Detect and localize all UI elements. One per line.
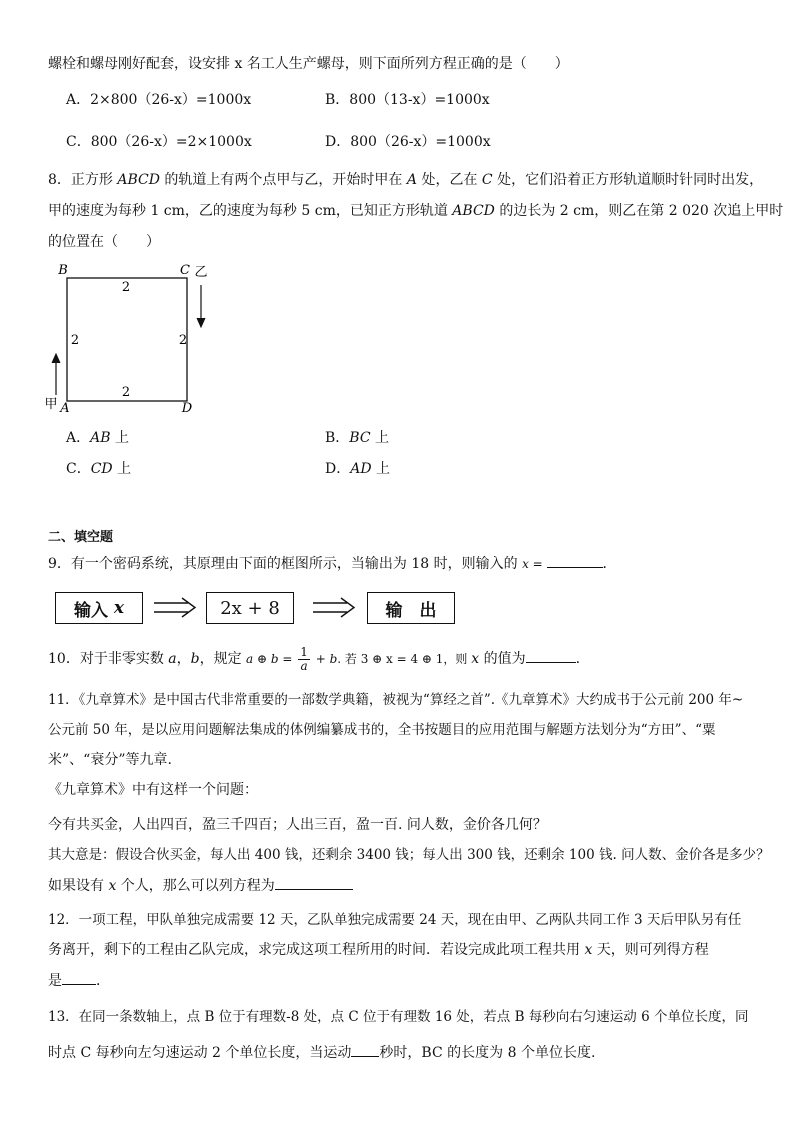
- option-label: B．: [325, 430, 350, 446]
- q12-text: 务离开，剩下的工程由乙队完成，求完成这项工程所用的时间．若设完成此项工程共用: [48, 942, 585, 958]
- q10-text: ，规定: [199, 651, 247, 667]
- option-text: 上: [112, 461, 132, 477]
- q8-text: 甲的速度为每秒 1 cm，乙的速度为每秒 5 cm，已知正方形轨道: [48, 203, 453, 219]
- q8-point-a: A: [406, 172, 417, 188]
- q7-option-b[interactable]: B．800（13-x）=1000x: [325, 92, 490, 108]
- q11-line-5: 今有共买金，人出四百，盈三千四百；人出三百，盈一百. 问人数，金价各几何？: [48, 817, 547, 833]
- flow-arrow-icon: [152, 596, 198, 620]
- q10-end: .: [575, 651, 581, 667]
- label-c: C: [180, 263, 190, 278]
- q10-var-b: b: [190, 651, 200, 667]
- segment: BC: [349, 430, 371, 446]
- section-title: 二、填空题: [48, 530, 114, 545]
- q8-point-c: C: [481, 172, 493, 188]
- arrow-up-icon: [52, 354, 60, 395]
- q11-line-4: 《九章算术》中有这样一个问题：: [48, 782, 258, 798]
- q11-line-3: 米”、“衰分”等九章.: [48, 752, 172, 768]
- answer-blank[interactable]: [547, 553, 603, 568]
- q12-line-1: 12．一项工程，甲队单独完成需要 12 天，乙队单独完成需要 24 天，现在由甲、乙两队共同工作 3 天后甲队另有任: [48, 912, 742, 928]
- q7-option-d[interactable]: D．800（26-x）=1000x: [325, 134, 491, 150]
- q8-line-2: [48, 201, 783, 221]
- option-label: A．: [66, 430, 91, 446]
- q8-option-b[interactable]: [325, 428, 389, 448]
- answer-blank[interactable]: [351, 1042, 379, 1057]
- fraction: [298, 646, 310, 673]
- option-text: 上: [370, 430, 390, 446]
- q12-end: ．: [96, 973, 110, 989]
- q8-abcd: ABCD: [452, 203, 495, 219]
- option-label: C．: [66, 461, 91, 477]
- q11-text: 个人，那么可以列方程为: [116, 878, 275, 894]
- q12-line-2: [48, 940, 709, 960]
- fraction-denominator: a: [300, 658, 308, 673]
- answer-blank[interactable]: [526, 648, 576, 663]
- q8-text: 的轨道上有两个点甲与乙，开始时甲在: [159, 172, 407, 188]
- label-a: A: [60, 401, 70, 416]
- q13-line-1: 13．在同一条数轴上，点 B 位于有理数-8 处，点 C 位于有理数 16 处，若点 B 每秒向右匀速运动 6 个单位长度，同: [48, 1009, 749, 1025]
- q12-var-x: x: [584, 942, 593, 958]
- square-abcd: [67, 278, 187, 401]
- flow-box-output: 输 出: [367, 592, 455, 624]
- segment: AD: [350, 461, 372, 477]
- q8-option-d[interactable]: [325, 459, 390, 479]
- q13-text: 时点 C 每秒向左匀速运动 2 个单位长度，当运动: [48, 1045, 352, 1061]
- q8-option-c[interactable]: [66, 459, 131, 479]
- flow-arrow-icon: [311, 596, 357, 620]
- q7-option-a[interactable]: A．2×800（26-x）=1000x: [66, 92, 252, 108]
- q12-text: 是: [48, 973, 62, 989]
- q8-text: 8．正方形: [48, 172, 118, 188]
- q10-text: 10．对于非零实数: [48, 651, 169, 667]
- q11-text: 如果设有: [48, 878, 109, 894]
- side-length-left: 2: [70, 333, 80, 348]
- option-label: D．: [325, 461, 351, 477]
- q10-var-a: a: [168, 651, 177, 667]
- q9-var: x: [522, 557, 529, 571]
- q10-stem: [48, 642, 580, 676]
- q12-text: 天，则可列得方程: [592, 942, 709, 958]
- q10-var-x: x: [471, 651, 480, 667]
- q7-stem: 螺栓和螺母刚好配套，设安排 x 名工人生产螺母，则下面所列方程正确的是（ ）: [48, 56, 569, 72]
- answer-blank[interactable]: [275, 875, 353, 890]
- q11-line-1: 11．《九章算术》是中国古代非常重要的一部数学典籍，被视为“算经之首”.《九章算术》大约成书于公元前 200 年~: [48, 692, 744, 708]
- square-track-figure: [44, 260, 224, 418]
- segment: AB: [90, 430, 111, 446]
- q10-def: + b: [311, 652, 338, 666]
- q13-line-2: [48, 1042, 595, 1063]
- q11-line-7: [48, 875, 353, 896]
- option-text: 上: [110, 430, 129, 446]
- label-d: D: [181, 401, 193, 416]
- arrow-down-icon: [197, 285, 205, 327]
- q8-abcd: ABCD: [117, 172, 160, 188]
- flow-box-input: [55, 592, 143, 624]
- q11-line-2: 公元前 50 年，是以应用问题解法集成的体例编纂成书的，全书按题目的应用范围与解题方法划分为“方田”、“粟: [48, 722, 716, 738]
- side-length-bottom: 2: [121, 385, 131, 400]
- flow-box-process: 2x + 8: [206, 592, 294, 624]
- q7-option-c[interactable]: C．800（26-x）=2×1000x: [66, 134, 252, 150]
- label-jia: 甲: [44, 397, 58, 412]
- answer-blank[interactable]: [62, 970, 96, 985]
- flow-input-var: x: [113, 598, 125, 618]
- q10-text: ，: [176, 651, 191, 667]
- side-length-top: 2: [121, 280, 131, 295]
- q8-text: 的边长为 2 cm，则乙在第 2 020 次追上甲时: [494, 203, 784, 219]
- segment: CD: [90, 461, 113, 477]
- label-b: B: [58, 263, 68, 278]
- q8-text: 处，乙在: [417, 172, 482, 188]
- q8-text: 处，它们沿着正方形轨道顺时针同时出发，: [492, 172, 764, 188]
- fraction-numerator: 1: [300, 644, 308, 659]
- q10-text: 的值为: [479, 651, 526, 667]
- option-text: 上: [371, 461, 391, 477]
- flow-input-label: 输入: [73, 600, 108, 621]
- q8-line-1: [48, 170, 763, 190]
- side-length-right: 2: [178, 333, 188, 348]
- label-yi: 乙: [194, 265, 208, 280]
- q11-var-x: x: [108, 878, 117, 894]
- q8-option-a[interactable]: [66, 428, 129, 448]
- q12-line-3: [48, 970, 110, 991]
- q10-def: a ⊕ b =: [246, 652, 297, 666]
- q9-stem: [48, 553, 617, 574]
- q9-eq: =: [528, 557, 547, 571]
- q13-text: 秒时，BC 的长度为 8 个单位长度.: [379, 1045, 596, 1061]
- q10-condition: . 若 3 ⊕ x = 4 ⊕ 1，则: [337, 652, 472, 666]
- q9-end: ．: [602, 556, 617, 572]
- q9-text: 9．有一个密码系统，其原理由下面的框图所示，当输出为 18 时，则输入的: [48, 556, 523, 572]
- q8-line-3: 的位置在（ ）: [48, 234, 160, 250]
- q11-line-6: 其大意是：假设合伙买金，每人出 400 钱，还剩余 3400 钱；每人出 300 钱，还剩余 100 钱. 问人数、金价各是多少？: [48, 847, 770, 863]
